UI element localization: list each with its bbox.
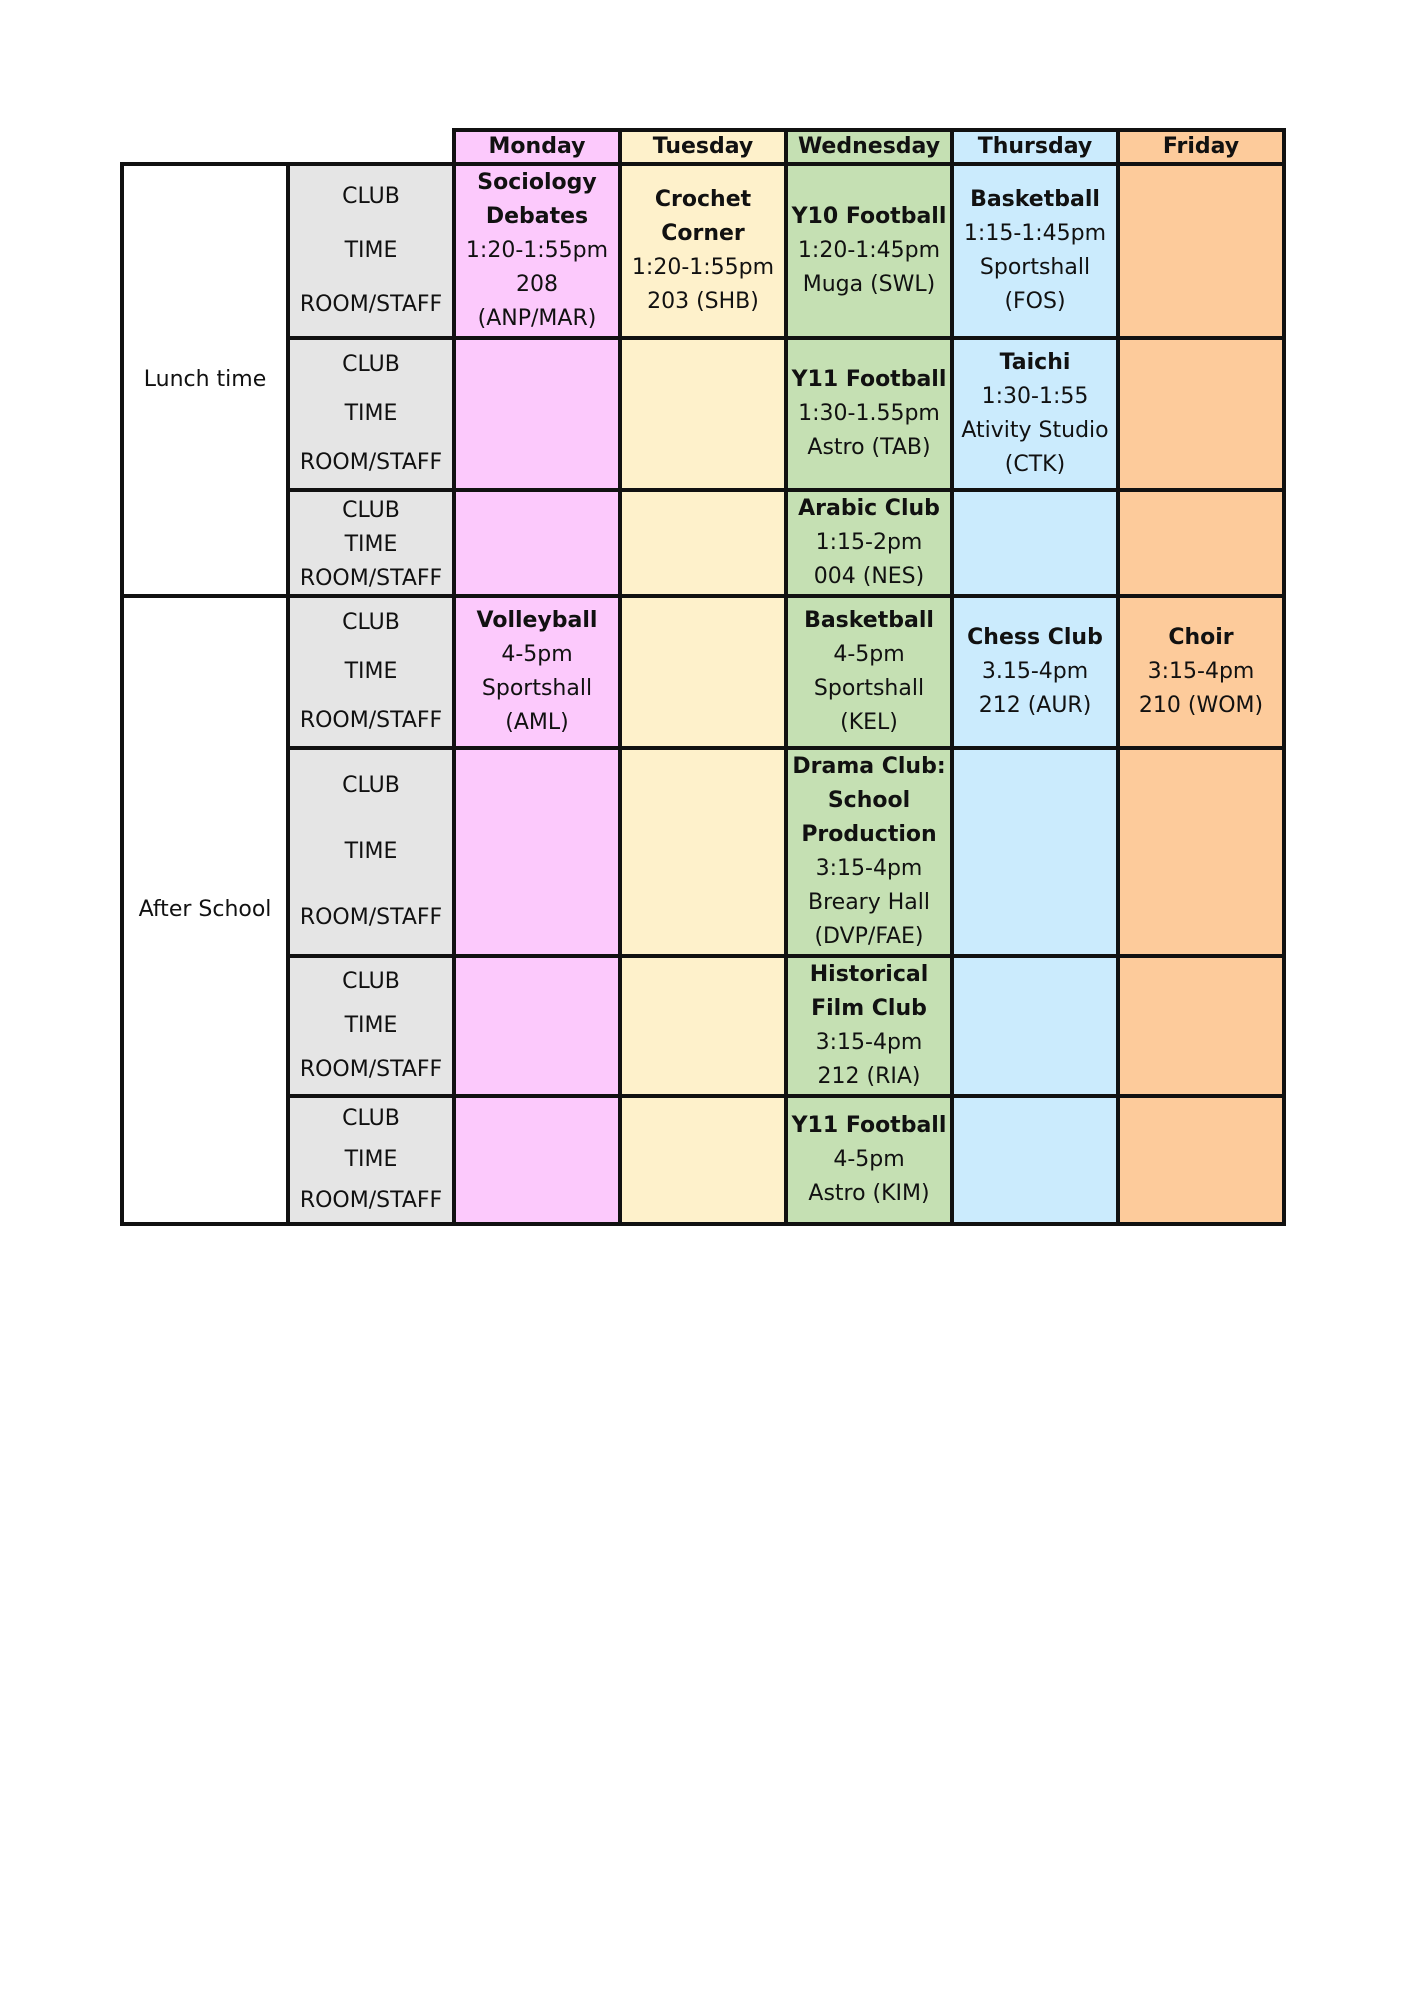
row-label-club: CLUB [342,1105,400,1131]
row-labels [288,1096,454,1224]
club-cell-thursday [952,164,1118,338]
club-room-staff: Muga (SWL) [802,272,936,297]
club-room-staff: Astro (TAB) [807,435,931,460]
club-time: 4-5pm [501,642,573,667]
club-time: 3.15-4pm [981,659,1089,684]
club-time: 1:30-1.55pm [798,401,940,426]
club-room-staff: 004 (NES) [813,564,925,589]
row-labels [288,164,454,338]
row-label-time: TIME [344,532,398,557]
club-cell-wednesday [786,748,952,956]
club-room-staff: 212 (AUR) [978,693,1092,718]
club-room-staff: 203 (SHB) [647,289,759,314]
club-name: Sociology Debates [477,170,597,229]
club-cell-tuesday [620,338,786,490]
club-cell-thursday [952,490,1118,596]
club-cell-monday [454,164,620,338]
club-time: 1:20-1:45pm [797,238,941,263]
club-room-staff: Sportshall (FOS) [979,255,1091,314]
club-room-staff: Sportshall (KEL) [813,676,925,735]
club-cell-monday [454,748,620,956]
row-label-time: TIME [344,1146,398,1172]
period-label: After School [122,596,288,1224]
club-cell-wednesday [786,596,952,748]
club-cell-friday [1118,490,1284,596]
club-name: Basketball [970,187,1100,212]
club-row [122,164,1284,338]
club-cell-friday [1118,1096,1284,1224]
row-label-club: CLUB [342,773,400,798]
header-blank [288,130,454,164]
club-room-staff: Astro (KIM) [808,1181,930,1206]
club-time: 3:15-4pm [815,856,923,881]
club-cell-thursday [952,956,1118,1096]
row-label-club: CLUB [342,609,400,635]
row-label-club: CLUB [342,969,400,994]
club-room-staff: Sportshall (AML) [481,676,593,735]
club-time: 1:15-1:45pm [963,221,1107,246]
club-cell-wednesday [786,164,952,338]
club-cell-friday [1118,338,1284,490]
row-label-time: TIME [344,400,398,426]
row-labels [288,596,454,748]
club-cell-monday [454,1096,620,1224]
row-labels [288,748,454,956]
club-timetable [120,128,1286,1226]
day-header-friday: Friday [1118,130,1284,164]
club-cell-tuesday [620,748,786,956]
club-name: Y10 Football [791,204,947,229]
club-name: Historical Film Club [809,962,929,1021]
club-room-staff: 208 (ANP/MAR) [477,272,597,331]
club-time: 1:20-1:55pm [465,238,609,263]
club-name: Crochet Corner [654,187,752,246]
club-time: 4-5pm [833,1147,905,1172]
club-cell-wednesday [786,338,952,490]
club-cell-thursday [952,338,1118,490]
row-label-club: CLUB [342,498,400,523]
club-room-staff: 210 (WOM) [1138,693,1264,718]
club-cell-friday [1118,596,1284,748]
club-time: 1:20-1:55pm [631,255,775,280]
club-row [122,596,1284,748]
day-header-tuesday: Tuesday [620,130,786,164]
row-label-room-staff: ROOM/STAFF [299,1188,443,1214]
club-cell-tuesday [620,596,786,748]
row-label-room-staff: ROOM/STAFF [299,905,443,930]
club-name: Basketball [804,608,934,633]
club-time: 3:15-4pm [1147,659,1255,684]
period-label: Lunch time [122,164,288,596]
club-row [122,338,1284,490]
club-cell-wednesday [786,490,952,596]
club-cell-wednesday [786,956,952,1096]
club-time: 1:30-1:55 [981,384,1089,409]
day-header-wednesday: Wednesday [786,130,952,164]
club-name: Y11 Football [791,1113,947,1138]
timetable-body [122,164,1284,1224]
row-label-room-staff: ROOM/STAFF [299,1057,443,1082]
club-cell-tuesday [620,164,786,338]
day-header-monday: Monday [454,130,620,164]
row-label-time: TIME [344,658,398,684]
day-header-row [122,130,1284,164]
club-cell-friday [1118,956,1284,1096]
club-time: 4-5pm [833,642,905,667]
club-room-staff: 212 (RIA) [817,1064,921,1089]
club-name: Volleyball [476,608,598,633]
row-label-room-staff: ROOM/STAFF [299,566,443,591]
club-cell-wednesday [786,1096,952,1224]
club-cell-monday [454,338,620,490]
row-label-room-staff: ROOM/STAFF [299,292,443,317]
club-time: 3:15-4pm [815,1030,923,1055]
row-label-time: TIME [344,238,398,263]
club-room-staff: Ativity Studio (CTK) [961,418,1109,477]
row-label-time: TIME [344,839,398,864]
row-labels [288,490,454,596]
row-label-room-staff: ROOM/STAFF [299,450,443,476]
row-label-room-staff: ROOM/STAFF [299,708,443,734]
club-cell-thursday [952,748,1118,956]
row-label-club: CLUB [342,351,400,377]
club-cell-thursday [952,596,1118,748]
header-blank [122,130,288,164]
club-row [122,956,1284,1096]
row-label-time: TIME [344,1013,398,1038]
club-cell-friday [1118,164,1284,338]
club-cell-monday [454,596,620,748]
club-name: Chess Club [967,625,1103,650]
club-name: Y11 Football [791,367,947,392]
club-cell-monday [454,956,620,1096]
club-row [122,748,1284,956]
club-name: Drama Club: School Production [792,754,946,847]
club-name: Choir [1168,625,1234,650]
row-labels [288,338,454,490]
row-label-club: CLUB [342,184,400,209]
club-cell-friday [1118,748,1284,956]
club-cell-monday [454,490,620,596]
club-room-staff: Breary Hall (DVP/FAE) [808,890,930,949]
row-labels [288,956,454,1096]
club-cell-tuesday [620,956,786,1096]
club-time: 1:15-2pm [815,530,923,555]
day-header-thursday: Thursday [952,130,1118,164]
club-cell-tuesday [620,490,786,596]
club-name: Taichi [999,350,1071,375]
club-cell-tuesday [620,1096,786,1224]
club-row [122,1096,1284,1224]
club-name: Arabic Club [798,496,940,521]
club-row [122,490,1284,596]
club-cell-thursday [952,1096,1118,1224]
